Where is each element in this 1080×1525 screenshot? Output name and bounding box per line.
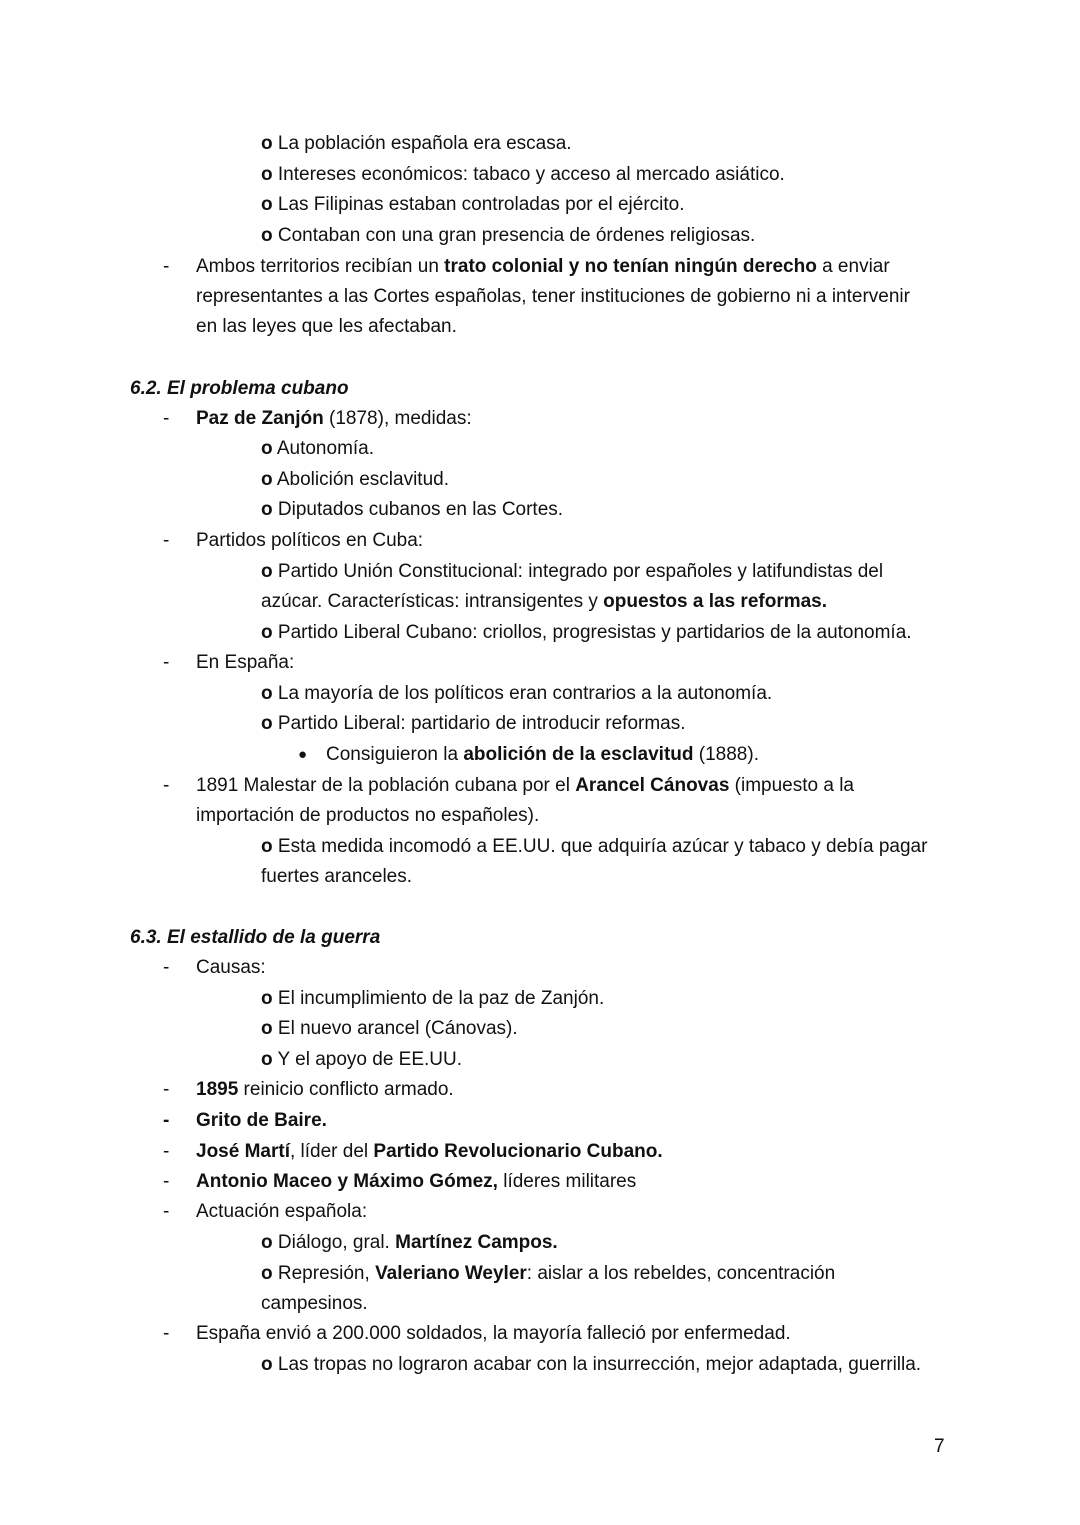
- list-item: o Esta medida incomodó a EE.UU. que adquiría azúcar y tabaco y debía pagar: [261, 836, 928, 857]
- list-item: o El nuevo arancel (Cánovas).: [261, 1018, 518, 1039]
- list-item: o Diputados cubanos en las Cortes.: [261, 499, 564, 520]
- list-item: o Partido Liberal: partidario de introducir reformas.: [261, 713, 686, 734]
- dash-marker: -: [163, 1323, 170, 1344]
- section-heading: 6.3. El estallido de la guerra: [130, 927, 381, 948]
- list-item: o Represión, Valeriano Weyler: aislar a los rebeldes, concentración: [261, 1263, 836, 1284]
- list-item-continued: importación de productos no españoles).: [196, 805, 540, 826]
- dash-marker: -: [163, 1141, 170, 1162]
- list-item: o Partido Liberal Cubano: criollos, progresistas y partidarios de la autonomía.: [261, 622, 912, 643]
- list-item: o Abolición esclavitud.: [261, 469, 449, 490]
- paragraph-line: Ambos territorios recibían un trato colonial y no tenían ningún derecho a enviar: [196, 256, 890, 277]
- list-item: o Partido Unión Constitucional: integrado por españoles y latifundistas del: [261, 561, 884, 582]
- list-item: o La población española era escasa.: [261, 133, 572, 154]
- list-item: España envió a 200.000 soldados, la mayoría falleció por enfermedad.: [196, 1323, 791, 1344]
- list-item: o El incumplimiento de la paz de Zanjón.: [261, 988, 605, 1009]
- list-item: o Intereses económicos: tabaco y acceso al mercado asiático.: [261, 164, 785, 185]
- dash-marker: -: [163, 256, 170, 277]
- list-item: En España:: [196, 652, 295, 673]
- dash-marker: -: [163, 1079, 170, 1100]
- list-item: Antonio Maceo y Máximo Gómez, líderes militares: [196, 1171, 637, 1192]
- list-item: Paz de Zanjón (1878), medidas:: [196, 408, 472, 429]
- paragraph-line: representantes a las Cortes españolas, tener instituciones de gobierno ni a intervenir: [196, 286, 910, 307]
- list-item: o Las Filipinas estaban controladas por el ejército.: [261, 194, 685, 215]
- bullet-icon: ●: [298, 746, 308, 763]
- dash-marker: -: [163, 1201, 170, 1222]
- list-item: o Contaban con una gran presencia de órdenes religiosas.: [261, 225, 756, 246]
- list-item: 1891 Malestar de la población cubana por el Arancel Cánovas (impuesto a la: [196, 775, 855, 796]
- list-item: Actuación española:: [196, 1201, 368, 1222]
- paragraph-line: en las leyes que les afectaban.: [196, 316, 457, 337]
- dash-marker: -: [163, 652, 170, 673]
- section-heading: 6.2. El problema cubano: [130, 378, 349, 399]
- list-item: José Martí, líder del Partido Revolucionario Cubano.: [196, 1141, 663, 1162]
- list-item: o Y el apoyo de EE.UU.: [261, 1049, 463, 1070]
- dash-marker: -: [163, 1110, 170, 1131]
- list-item: Causas:: [196, 957, 266, 978]
- list-item: Consiguieron la abolición de la esclavitud (1888).: [326, 744, 759, 765]
- dash-marker: -: [163, 775, 170, 796]
- list-item: o La mayoría de los políticos eran contrarios a la autonomía.: [261, 683, 773, 704]
- page-number: 7: [934, 1436, 945, 1457]
- list-item: Partidos políticos en Cuba:: [196, 530, 424, 551]
- list-item: Grito de Baire.: [196, 1110, 327, 1131]
- list-item: o Autonomía.: [261, 438, 375, 459]
- dash-marker: -: [163, 1171, 170, 1192]
- dash-marker: -: [163, 957, 170, 978]
- list-item: o Las tropas no lograron acabar con la insurrección, mejor adaptada, guerrilla.: [261, 1354, 922, 1375]
- list-item-continued: campesinos.: [261, 1293, 368, 1314]
- list-item-continued: azúcar. Características: intransigentes y opuestos a las reformas.: [261, 591, 828, 612]
- list-item: 1895 reinicio conflicto armado.: [196, 1079, 454, 1100]
- dash-marker: -: [163, 530, 170, 551]
- list-item-continued: fuertes aranceles.: [261, 866, 413, 887]
- list-item: o Diálogo, gral. Martínez Campos.: [261, 1232, 558, 1253]
- dash-marker: -: [163, 408, 170, 429]
